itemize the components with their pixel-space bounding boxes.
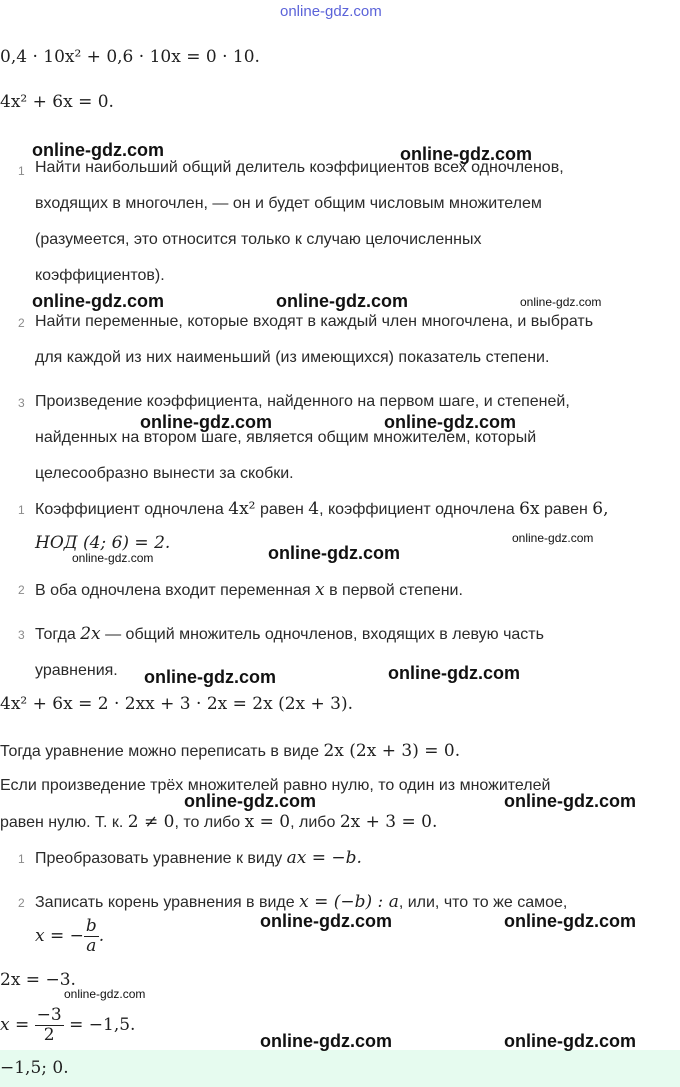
applied-step-3-line-1 — [35, 616, 544, 653]
solve-step-1-math: ax = −b. — [286, 848, 362, 868]
watermark: online-gdz.com — [144, 667, 276, 687]
equation-x-value-rhs: = −1,5. — [69, 1015, 136, 1035]
answer: −1,5; 0. — [0, 1058, 69, 1078]
paragraph-zero-product-line-2 — [0, 812, 437, 832]
watermark: online-gdz.com — [72, 551, 154, 565]
solve-step-1-number: 1 — [18, 852, 25, 866]
watermark: online-gdz.com — [504, 1031, 636, 1051]
solve-step-2-line-1 — [35, 892, 567, 912]
paragraph-rewrite-text: Тогда уравнение можно переписать в виде — [0, 743, 320, 760]
solve-step-2-lhs: x = − — [35, 926, 84, 946]
watermark: online-gdz.com — [260, 1031, 392, 1051]
watermark: online-gdz.com — [32, 140, 164, 160]
watermark: online-gdz.com — [32, 291, 164, 311]
paragraph-zero-product-text-b: , то либо — [174, 814, 241, 831]
equation-x-value — [0, 1007, 135, 1044]
applied-step-2-text-b: в первой степени. — [329, 582, 463, 599]
watermark: online-gdz.com — [504, 911, 636, 931]
watermark: online-gdz.com — [276, 291, 408, 311]
watermark: online-gdz.com — [268, 543, 400, 563]
equation-x-value-fraction — [35, 1007, 64, 1044]
rule-step-1-line-4: коэффициентов). — [35, 267, 165, 284]
applied-step-2 — [35, 580, 463, 600]
rule-step-2-line-2: для каждой из них наименьший (из имеющихся) показатель степени. — [35, 349, 550, 366]
applied-step-2-text-a: В оба одночлена входит переменная — [35, 582, 311, 599]
watermark: online-gdz.com — [260, 911, 392, 931]
applied-step-1-text-c: , коэффициент одночлена — [319, 501, 515, 518]
applied-step-1-math-b: 4 — [308, 499, 320, 519]
paragraph-zero-product-text-c: , либо — [290, 814, 336, 831]
paragraph-zero-product-math-c: 2x + 3 = 0. — [339, 812, 438, 832]
applied-step-1-math-a: 4x² — [228, 499, 256, 519]
applied-step-1-text-b: равен — [259, 501, 304, 518]
watermark: online-gdz.com — [400, 144, 532, 164]
equation-simplified: 4x² + 6x = 0. — [0, 92, 114, 112]
equation-x-value-lhs: x = — [0, 1015, 30, 1035]
applied-step-2-number: 2 — [18, 583, 25, 597]
watermark: online-gdz.com — [520, 295, 602, 309]
watermark: online-gdz.com — [64, 987, 146, 1001]
watermark: online-gdz.com — [184, 791, 316, 811]
rule-step-3-line-2: найденных на втором шаге, является общим множителем, который — [35, 429, 537, 446]
solve-step-1-text: Преобразовать уравнение к виду — [35, 850, 283, 867]
paragraph-zero-product-line-1: Если произведение трёх множителей равно нулю, то один из множителей — [0, 777, 551, 794]
rule-step-3-line-1: Произведение коэффициента, найденного на первом шаге, и степеней, — [35, 393, 570, 410]
paragraph-rewrite-math: 2x (2x + 3) = 0. — [323, 741, 461, 761]
solve-step-2-fraction-numerator: b — [85, 916, 97, 936]
applied-step-3-text-a: Тогда — [35, 626, 76, 643]
solve-step-1 — [35, 848, 362, 868]
paragraph-zero-product-text-a: равен нулю. Т. к. — [0, 814, 124, 831]
applied-step-1-number: 1 — [18, 503, 25, 517]
paragraph-zero-product-math-b: x = 0 — [244, 812, 291, 832]
rule-step-3-number: 3 — [18, 396, 25, 410]
applied-step-3-number: 3 — [18, 628, 25, 642]
watermark: online-gdz.com — [388, 663, 520, 683]
watermark: online-gdz.com — [504, 791, 636, 811]
rule-step-1-line-3: (разумеется, это относится только к случаю целочисленных — [35, 231, 482, 248]
applied-step-1-line-2: НОД (4; 6) = 2. — [35, 533, 171, 553]
solve-step-2-number: 2 — [18, 896, 25, 910]
applied-step-1-line-1 — [35, 499, 609, 519]
applied-step-1-math-d: 6, — [592, 499, 609, 519]
applied-step-2-math: x — [315, 580, 325, 600]
equation-factored: 4x² + 6x = 2 · 2xx + 3 · 2x = 2x (2x + 3). — [0, 694, 354, 714]
applied-step-1-text-d: равен — [543, 501, 588, 518]
watermark: online-gdz.com — [140, 412, 272, 432]
solve-step-2-text-a: Записать корень уравнения в виде — [35, 894, 295, 911]
rule-step-2-number: 2 — [18, 316, 25, 330]
applied-step-3-math: 2x — [80, 624, 101, 644]
solve-step-2-math-a: x = (−b) : a — [299, 892, 399, 912]
equation-x-value-numerator: −3 — [36, 1005, 62, 1025]
paragraph-rewrite — [0, 741, 460, 761]
rule-step-2-line-1: Найти переменные, которые входят в каждый член многочлена, и выбрать — [35, 313, 594, 330]
rule-step-2 — [35, 304, 593, 376]
equation-x-value-denominator: 2 — [43, 1025, 55, 1045]
rule-step-3-line-3: целесообразно вынести за скобки. — [35, 465, 294, 482]
solve-step-2-line-2: x = − $\frac{b}{a}$ . — [35, 916, 105, 956]
solve-step-2-fraction — [84, 918, 99, 955]
applied-step-3-line-2: уравнения. — [35, 662, 118, 679]
answer-band — [0, 1050, 680, 1087]
rule-step-1-line-1: Найти наибольший общий делитель коэффициентов всех одночленов, — [35, 159, 564, 176]
watermark: online-gdz.com — [384, 412, 516, 432]
applied-step-1-text-a: Коэффициент одночлена — [35, 501, 224, 518]
rule-step-3 — [35, 384, 570, 492]
applied-step-1-math-c: 6x — [519, 499, 540, 519]
equation-multiplied: 0,4 · 10x² + 0,6 · 10x = 0 · 10. — [0, 47, 260, 67]
solve-step-2-fraction-denominator: a — [86, 936, 97, 956]
rule-step-1 — [35, 150, 564, 294]
equation-2x-equals-minus-3: 2x = −3. — [0, 970, 76, 990]
rule-step-1-line-2: входящих в многочлен, — он и будет общим числовым множителем — [35, 195, 542, 212]
watermark-top: online-gdz.com — [280, 3, 382, 20]
watermark: online-gdz.com — [512, 531, 594, 545]
rule-step-1-number: 1 — [18, 164, 25, 178]
solve-step-2-text-b: , или, что то же самое, — [398, 894, 568, 911]
applied-step-3-text-b: — общий множитель одночленов, входящих в левую часть — [105, 626, 544, 643]
paragraph-zero-product-math-a: 2 ≠ 0 — [127, 812, 175, 832]
